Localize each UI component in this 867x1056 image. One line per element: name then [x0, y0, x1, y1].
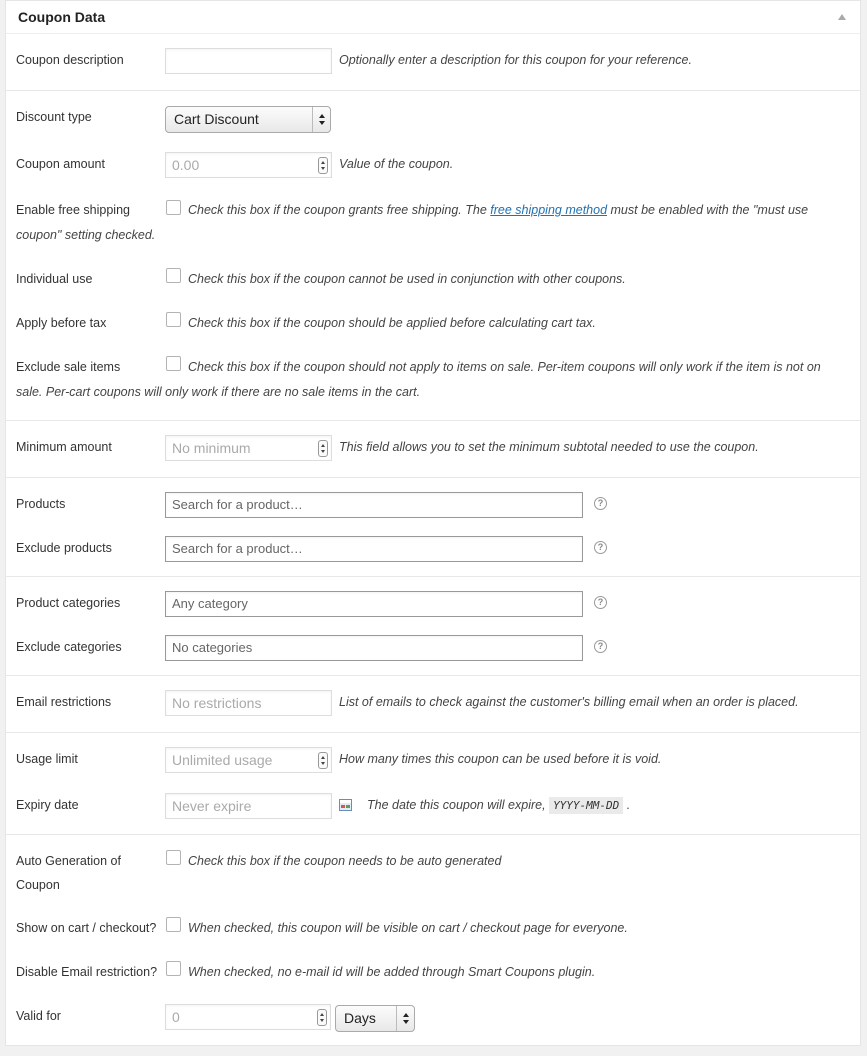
- help-tip-icon[interactable]: ?: [594, 541, 607, 554]
- exclude-categories-label: Exclude categories: [16, 640, 122, 654]
- free-shipping-method-link[interactable]: free shipping method: [490, 203, 608, 217]
- divider: [6, 90, 860, 91]
- valid-for-placeholder: 0: [172, 1009, 180, 1025]
- auto-generation-label: Auto Generation of: [16, 854, 121, 868]
- select-arrows-icon: [396, 1006, 414, 1031]
- minimum-amount-label: Minimum amount: [16, 440, 112, 454]
- divider: [6, 732, 860, 733]
- apply-before-tax-checkbox[interactable]: [166, 312, 181, 327]
- usage-limit-input[interactable]: [165, 747, 332, 773]
- divider: [6, 675, 860, 676]
- coupon-amount-help: Value of the coupon.: [339, 157, 454, 171]
- product-categories-label: Product categories: [16, 596, 121, 610]
- number-spinner-icon[interactable]: [318, 440, 328, 457]
- email-restrictions-label: Email restrictions: [16, 695, 112, 709]
- divider: [6, 834, 860, 835]
- valid-for-label: Valid for: [16, 1009, 61, 1023]
- divider: [6, 420, 860, 421]
- free-shipping-help: [188, 198, 808, 223]
- individual-use-checkbox[interactable]: [166, 268, 181, 283]
- free-shipping-help-text: Check this box if the coupon grants free shipping. The: [188, 203, 487, 217]
- valid-for-unit-value: Days: [344, 1010, 376, 1026]
- exclude-sale-help-wrap: sale. Per-cart coupons will only work if there are no sale items in the cart.: [16, 385, 421, 399]
- apply-before-tax-label: Apply before tax: [16, 316, 107, 330]
- help-tip-icon[interactable]: ?: [594, 596, 607, 609]
- coupon-description-help: Optionally enter a description for this coupon for your reference.: [339, 53, 692, 67]
- coupon-amount-input[interactable]: [165, 152, 332, 178]
- date-format-code: YYYY-MM-DD: [549, 797, 623, 814]
- free-shipping-help-wrap: coupon" setting checked.: [16, 228, 156, 242]
- coupon-description-input[interactable]: [165, 48, 332, 74]
- exclude-sale-label: Exclude sale items: [16, 360, 121, 374]
- coupon-description-label: Coupon description: [16, 53, 124, 67]
- coupon-amount-label: Coupon amount: [16, 157, 105, 171]
- divider: [6, 576, 860, 577]
- show-on-cart-checkbox[interactable]: [166, 917, 181, 932]
- exclude-sale-help: Check this box if the coupon should not apply to items on sale. Per-item coupons will only work if the item is not on: [188, 360, 821, 374]
- valid-for-input[interactable]: [165, 1004, 331, 1030]
- individual-use-label: Individual use: [16, 272, 93, 286]
- disable-email-help: When checked, no e-mail id will be added through Smart Coupons plugin.: [188, 965, 596, 979]
- number-spinner-icon[interactable]: [318, 752, 328, 769]
- product-categories-input[interactable]: Any category: [165, 591, 583, 617]
- usage-limit-label: Usage limit: [16, 752, 78, 766]
- exclude-products-label: Exclude products: [16, 541, 112, 555]
- valid-for-unit-select[interactable]: [335, 1005, 415, 1032]
- usage-limit-help: How many times this coupon can be used before it is void.: [339, 752, 662, 766]
- coupon-amount-placeholder: 0.00: [172, 157, 200, 173]
- minimum-amount-input[interactable]: [165, 435, 332, 461]
- auto-generation-help: Check this box if the coupon needs to be auto generated: [188, 854, 502, 868]
- discount-type-label: Discount type: [16, 110, 92, 124]
- disable-email-checkbox[interactable]: [166, 961, 181, 976]
- free-shipping-checkbox[interactable]: [166, 200, 181, 215]
- number-spinner-icon[interactable]: [317, 1009, 327, 1026]
- auto-generation-label-line2: Coupon: [16, 878, 60, 892]
- show-on-cart-help: When checked, this coupon will be visible on cart / checkout page for everyone.: [188, 921, 628, 935]
- select-arrows-icon: [312, 107, 330, 132]
- number-spinner-icon[interactable]: [318, 157, 328, 174]
- collapse-arrow-icon[interactable]: [838, 14, 846, 20]
- show-on-cart-label: Show on cart / checkout?: [16, 921, 157, 935]
- divider: [6, 477, 860, 478]
- expiry-date-help: [367, 793, 630, 818]
- panel-title: Coupon Data: [18, 9, 106, 25]
- expiry-date-help-end: .: [626, 798, 631, 812]
- exclude-products-search-input[interactable]: Search for a product…: [165, 536, 583, 562]
- minimum-amount-help: This field allows you to set the minimum subtotal needed to use the coupon.: [339, 440, 759, 454]
- email-restrictions-help: List of emails to check against the customer's billing email when an order is placed.: [339, 695, 799, 709]
- disable-email-label: Disable Email restriction?: [16, 965, 158, 979]
- exclude-sale-checkbox[interactable]: [166, 356, 181, 371]
- free-shipping-help-text-after: must be enabled with the "must use: [610, 203, 809, 217]
- coupon-data-panel: [5, 0, 861, 1046]
- expiry-date-input[interactable]: Never expire: [165, 793, 332, 819]
- discount-type-select[interactable]: [165, 106, 331, 133]
- products-search-input[interactable]: Search for a product…: [165, 492, 583, 518]
- discount-type-value: Cart Discount: [174, 111, 259, 127]
- help-tip-icon[interactable]: ?: [594, 497, 607, 510]
- help-tip-icon[interactable]: ?: [594, 640, 607, 653]
- individual-use-help: Check this box if the coupon cannot be used in conjunction with other coupons.: [188, 272, 626, 286]
- expiry-date-help-text: The date this coupon will expire,: [367, 798, 546, 812]
- auto-generation-checkbox[interactable]: [166, 850, 181, 865]
- exclude-categories-input[interactable]: No categories: [165, 635, 583, 661]
- panel-header: [6, 1, 860, 34]
- free-shipping-label: Enable free shipping: [16, 203, 130, 217]
- usage-limit-placeholder: Unlimited usage: [172, 752, 273, 768]
- products-label: Products: [16, 497, 66, 511]
- minimum-amount-placeholder: No minimum: [172, 440, 251, 456]
- email-restrictions-input[interactable]: No restrictions: [165, 690, 332, 716]
- calendar-icon[interactable]: [339, 799, 352, 811]
- apply-before-tax-help: Check this box if the coupon should be applied before calculating cart tax.: [188, 316, 596, 330]
- expiry-date-label: Expiry date: [16, 798, 79, 812]
